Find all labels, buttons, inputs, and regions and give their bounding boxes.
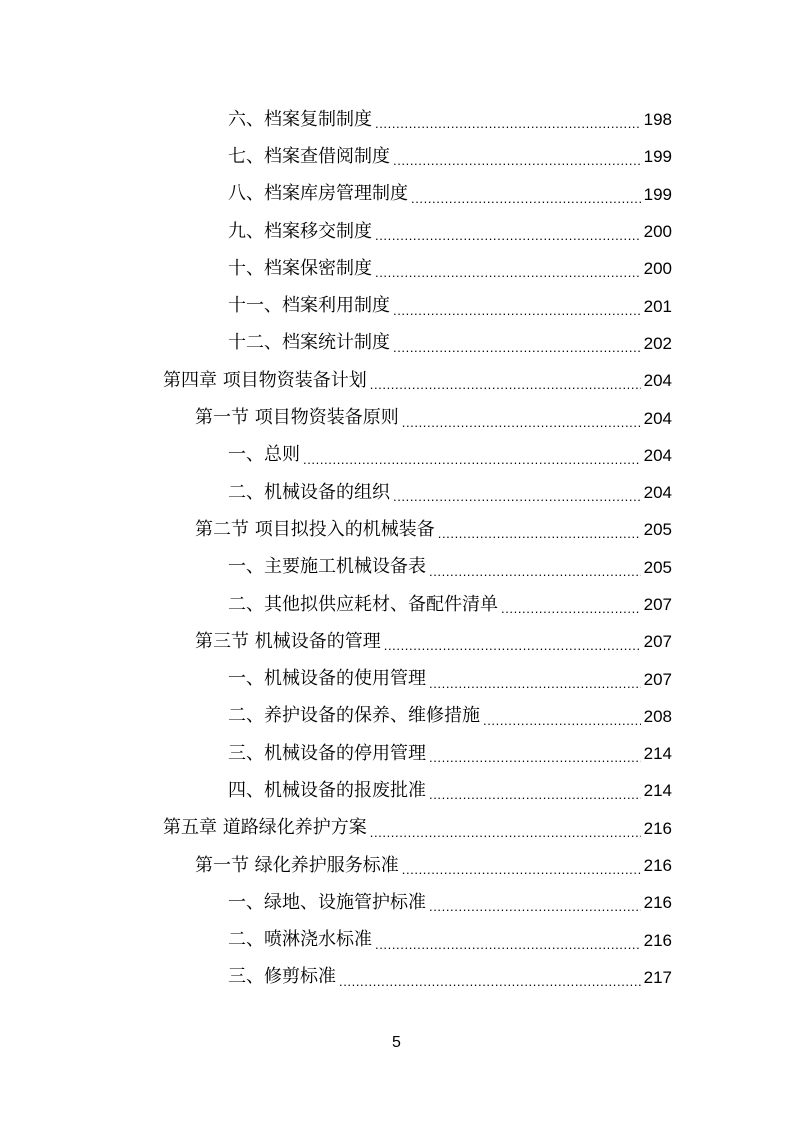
toc-entry[interactable] (0, 660, 793, 697)
toc-entry-title: 第一节 绿化养护服务标准 (195, 854, 399, 876)
toc-entry-title: 第三节 机械设备的管理 (195, 630, 381, 652)
toc-entry[interactable] (0, 922, 793, 959)
toc-entry-title: 十一、档案利用制度 (228, 295, 390, 317)
toc-entry-title: 六、档案复制制度 (228, 108, 372, 130)
toc-entry-page: 199 (643, 184, 672, 204)
toc-leader-dots (339, 975, 641, 988)
toc-leader-dots (393, 154, 641, 167)
toc-entry-page: 217 (643, 967, 672, 987)
toc-entry-page: 216 (643, 856, 672, 876)
toc-leader-dots (429, 565, 641, 578)
toc-entry-title: 三、修剪标准 (228, 966, 336, 988)
toc-entry-title: 三、机械设备的停用管理 (228, 742, 426, 764)
toc-entry-page: 204 (643, 408, 672, 428)
toc-section-entry[interactable] (0, 399, 793, 436)
toc-entry[interactable] (0, 213, 793, 250)
toc-entry-title: 第五章 道路绿化养护方案 (163, 817, 367, 839)
toc-entry-title: 第二节 项目拟投入的机械装备 (195, 518, 435, 540)
toc-leader-dots (375, 266, 641, 279)
toc-entry[interactable] (0, 698, 793, 735)
toc-section-entry[interactable] (0, 623, 793, 660)
toc-entry-title: 一、总则 (228, 444, 300, 466)
toc-entry-page: 207 (643, 669, 672, 689)
toc-leader-dots (375, 117, 641, 130)
toc-chapter-entry[interactable] (0, 810, 793, 847)
toc-entry-title: 四、机械设备的报废批准 (228, 779, 426, 801)
toc-entry-page: 216 (643, 930, 672, 950)
toc-leader-dots (370, 378, 641, 391)
toc-entry-page: 204 (643, 483, 672, 503)
toc-entry[interactable] (0, 176, 793, 213)
toc-leader-dots (402, 416, 641, 429)
toc-leader-dots (438, 527, 641, 540)
toc-entry-page: 202 (643, 333, 672, 353)
toc-leader-dots (429, 788, 641, 801)
toc-entry[interactable] (0, 250, 793, 287)
toc-entry-page: 216 (643, 893, 672, 913)
toc-entry-title: 一、机械设备的使用管理 (228, 668, 426, 690)
toc-entry-page: 207 (643, 632, 672, 652)
toc-leader-dots (411, 192, 641, 205)
toc-entry[interactable] (0, 325, 793, 362)
toc-entry-title: 二、养护设备的保养、维修措施 (228, 705, 480, 727)
toc-entry-title: 二、机械设备的组织 (228, 481, 390, 503)
toc-entry-title: 七、档案查借阅制度 (228, 145, 390, 167)
toc-entry-title: 十、档案保密制度 (228, 257, 372, 279)
toc-entry-title: 第一节 项目物资装备原则 (195, 407, 399, 429)
toc-entry[interactable] (0, 437, 793, 474)
toc-entry-page: 205 (643, 520, 672, 540)
toc-entry-title: 一、绿地、设施管护标准 (228, 891, 426, 913)
toc-leader-dots (429, 751, 641, 764)
toc-section-entry[interactable] (0, 847, 793, 884)
toc-entry[interactable] (0, 959, 793, 996)
toc-leader-dots (429, 900, 641, 913)
toc-leader-dots (384, 639, 641, 652)
toc-leader-dots (483, 714, 641, 727)
toc-entry[interactable] (0, 735, 793, 772)
toc-leader-dots (501, 602, 641, 615)
toc-entry-title: 二、喷淋浇水标准 (228, 929, 372, 951)
toc-entry-title: 二、其他拟供应耗材、备配件清单 (228, 593, 498, 615)
toc-entry-title: 第四章 项目物资装备计划 (163, 369, 367, 391)
toc-entry-page: 204 (643, 371, 672, 391)
toc-entry[interactable] (0, 772, 793, 809)
toc-entry-page: 207 (643, 595, 672, 614)
toc-entry[interactable] (0, 586, 793, 623)
toc-entry[interactable] (0, 138, 793, 175)
toc-entry-page: 216 (643, 818, 672, 838)
toc-leader-dots (370, 826, 641, 839)
toc-entry[interactable] (0, 474, 793, 511)
toc-leader-dots (393, 341, 641, 354)
toc-entry-page: 204 (643, 445, 672, 465)
toc-chapter-entry[interactable] (0, 362, 793, 399)
toc-entry[interactable] (0, 884, 793, 921)
toc-entry-title: 九、档案移交制度 (228, 220, 372, 242)
toc-leader-dots (375, 938, 641, 951)
toc-entry-title: 一、主要施工机械设备表 (228, 556, 426, 578)
toc-entry-title: 八、档案库房管理制度 (228, 183, 408, 205)
toc-entry-page: 214 (643, 781, 672, 801)
toc-entry-page: 205 (643, 557, 672, 577)
toc-entry-page: 200 (643, 259, 672, 279)
toc-leader-dots (402, 863, 641, 876)
page-number: 5 (392, 1034, 401, 1051)
toc-section-entry[interactable] (0, 511, 793, 548)
toc-entry[interactable] (0, 101, 793, 138)
toc-entry-page: 199 (643, 147, 672, 167)
table-of-contents (0, 101, 793, 996)
toc-entry-title: 十二、档案统计制度 (228, 332, 390, 354)
toc-entry-page: 208 (643, 706, 672, 726)
toc-leader-dots (303, 453, 641, 466)
toc-leader-dots (393, 304, 641, 317)
toc-leader-dots (393, 490, 641, 503)
toc-entry-page: 201 (643, 296, 672, 316)
toc-leader-dots (375, 229, 641, 242)
toc-entry[interactable] (0, 287, 793, 324)
toc-entry-page: 200 (643, 222, 672, 242)
toc-entry-page: 198 (643, 110, 672, 130)
toc-entry-page: 214 (643, 744, 672, 764)
toc-leader-dots (429, 677, 641, 690)
toc-entry[interactable] (0, 549, 793, 586)
